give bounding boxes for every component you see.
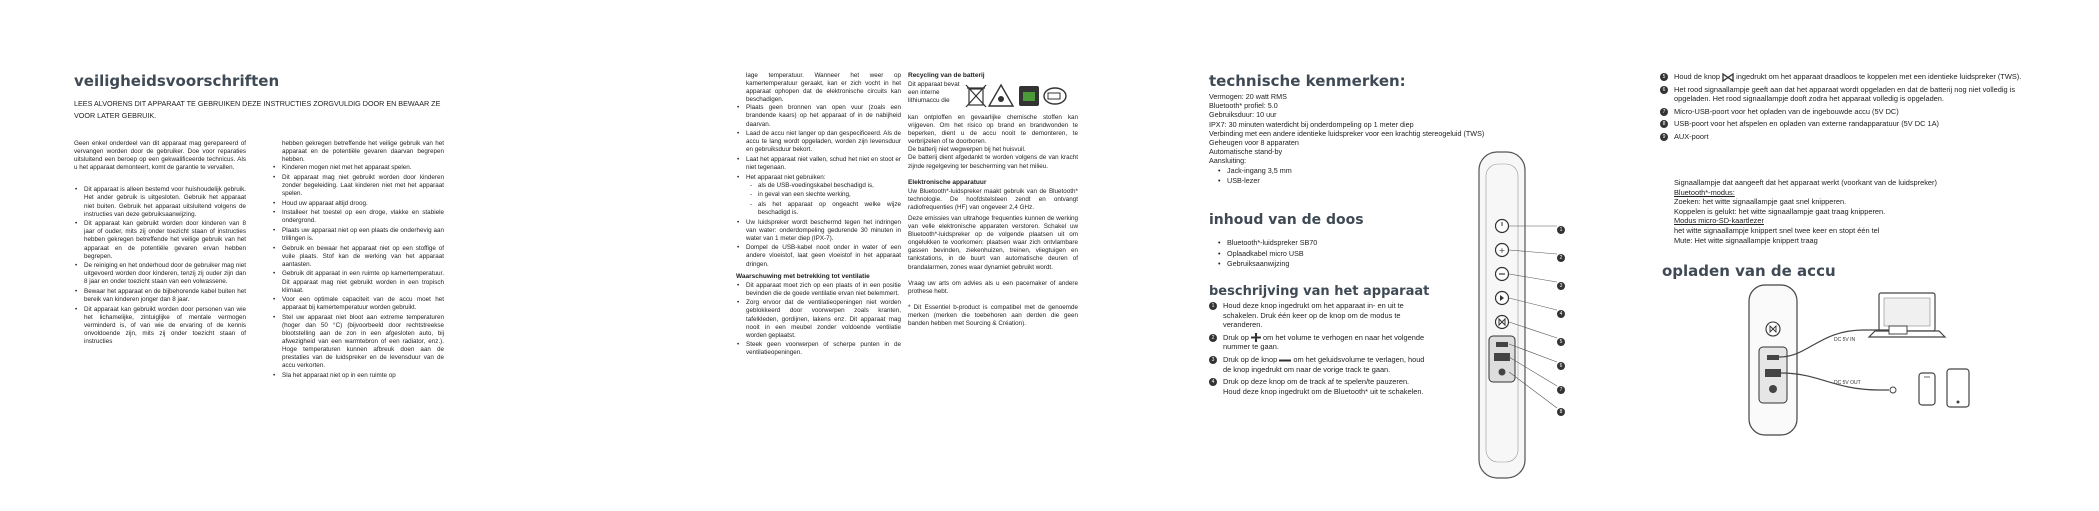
item-text: Het rood signaallampje geeft aan dat het apparaat wordt opgeladen en dat de batterij nog niet volledig is opgeladen. Het rood signaallampje dooft zodra het apparaat volledig is opgeladen. xyxy=(1674,84,2016,104)
electronics-text-2: Deze emissies van ultrahoge frequenties kunnen de werking van velle elektronische apparaten verstoren. Schakel uw Bluetooth*-luidspreker op de volgende plaatsen uit om ongelukken te voorkomen: plaatsen waar zich ontvlambare gassen bevinden, ziekenhuizen, treinen, vliegtuigen en tankstations, in de buurt van automatische deuren of brandalarmen, zones waar dynamiet gebruikt wordt. xyxy=(908,214,1078,271)
list-item: - in geval van een slechte werking, xyxy=(746,191,901,199)
list-item: • Plaats geen bronnen van open vuur (zoals een brandende kaars) op het apparaat of in de nabijheid daarvan. xyxy=(736,104,901,128)
signal-text: Signaallampje dat aangeeft dat het apparaat werkt (voorkant van de luidspreker) xyxy=(1674,178,1937,187)
list-item xyxy=(1660,107,2050,117)
spec-line: Geheugen voor 8 apparaten xyxy=(1209,138,1299,148)
spec-line: Vermogen: 20 watt RMS xyxy=(1209,92,1287,101)
description-text: Druk op de knop xyxy=(1223,354,1278,364)
bluetooth-mode-label: Bluetooth*-modus: xyxy=(1674,187,1735,197)
usb-port xyxy=(1494,353,1510,361)
list-item: • Laat het apparaat niet vallen, schud het niet en stoot er niet tegenaan. xyxy=(736,156,901,172)
volume-up-button-icon xyxy=(1496,244,1509,257)
bluetooth-mode-line: Zoeken: het witte signaallampje gaat snel knipperen. xyxy=(1674,197,1847,207)
list-item: • Gebruik en bewaar het apparaat niet op een stoffige of vuile plaats. Stof kan de werking van het apparaat aantasten. xyxy=(272,245,444,269)
callout-2: 2 xyxy=(1557,249,1570,267)
list-item: • Dompel de USB-kabel nooit onder in water of een andere vloeistof, laat geen vloeistof in het apparaat dringen. xyxy=(736,244,901,268)
minus-icon xyxy=(1279,358,1291,363)
list-item xyxy=(1660,72,2050,82)
list-item xyxy=(1660,119,2050,129)
battery-recycle-icon xyxy=(1019,86,1039,106)
item-text: USB-poort voor het afspelen en opladen van externe randapparatuur (5V DC 1A) xyxy=(1674,119,1939,129)
number-badge: 1 xyxy=(1209,302,1217,310)
callout-7: 7 xyxy=(1557,381,1570,399)
spec-line: Verbinding met een andere identieke luidspreker voor een krachtig stereogeluid (TWS) xyxy=(1209,128,1485,138)
spec-line: Aansluiting: xyxy=(1209,156,1247,166)
micro-usb-port xyxy=(1496,342,1508,347)
specs-title: technische kenmerken: xyxy=(1209,72,1406,90)
speaker-illustration xyxy=(1471,150,1571,480)
list-item: • Dit apparaat mag niet gebruikt worden door kinderen zonder begeleiding. Laat kinderen niet met het apparaat spelen. xyxy=(272,174,444,198)
callout-8: 8 xyxy=(1557,403,1570,421)
electronics-text-1: Uw Bluetooth*-luidspreker maakt gebruik van de Bluetooth* technologie. De hoofdstelsteen zendt en ontvangt radiofrequenties (HF) van ongeveer 2,4 GHz. xyxy=(908,187,1078,211)
safety-left-column xyxy=(74,140,246,348)
not-use-label: Het apparaat niet gebruiken: xyxy=(746,173,826,181)
spec-line: IPX7: 30 minuten waterdicht bij onderdompeling op 1 meter diep xyxy=(1209,119,1414,129)
number-badge: 7 xyxy=(1660,108,1668,116)
controls-charging-panel xyxy=(1574,0,2099,511)
safety-panel xyxy=(0,0,524,511)
number-badge: 2 xyxy=(1209,334,1217,342)
list-item: • Uw luidspreker wordt beschermd tegen het indringen van water: onderdompeling gedurende 30 minuten in water van 1 meter diep (IPX-7). xyxy=(736,219,901,243)
callout-4: 4 xyxy=(1557,305,1570,323)
callout-5: 5 xyxy=(1557,333,1570,351)
list-item: • Sla het apparaat niet op in een ruimte op xyxy=(272,372,444,380)
description-text: om het geluidsvolume te verlagen, houd de knop ingedrukt om naar de vorige track te gaan. xyxy=(1223,354,1425,374)
description-title: beschrijving van het apparaat xyxy=(1209,284,1430,299)
list-item xyxy=(1209,377,1425,396)
box-contents-title: inhoud van de doos xyxy=(1209,212,1364,228)
tws-button-icon xyxy=(1496,316,1509,329)
safety-title: veiligheidsvoorschriften xyxy=(74,72,280,90)
volume-down-button-icon xyxy=(1496,268,1509,281)
list-item: • Jack-ingang 3,5 mm xyxy=(1217,166,1649,175)
panel2-left-column xyxy=(736,72,901,359)
crossed-bin-icon xyxy=(966,85,986,107)
safety-left-list xyxy=(74,186,246,346)
power-button-icon xyxy=(1496,220,1509,233)
callout-3: 3 xyxy=(1557,277,1570,295)
list-item xyxy=(1209,355,1425,374)
list-item: • Gebruik dit apparaat in een ruimte op kamertemperatuur. Dit apparaat mag niet gebruikt worden in een tropisch klimaat. xyxy=(272,270,444,294)
dc-in-label: DC 5V IN xyxy=(1834,337,1856,343)
list-item: • De reiniging en het onderhoud door de gebruiker mag niet uitgevoerd worden door kinderen, tenzij zij ouder zijn dan 8 jaar en onder toezicht staan van een volwassene. xyxy=(74,262,246,286)
svg-text:+: + xyxy=(1498,246,1506,255)
electronics-title: Elektronische apparatuur xyxy=(908,178,987,186)
list-item: • Dit apparaat kan gebruikt worden door personen van wie het lichamelijke, zintuiglijke of mentale vermogen verminderd is, of van wie de ervaring of de kennis onvoldoende zijn, mits zij onder toezicht staan of instructies xyxy=(74,306,246,346)
sd-mode-line: Mute: Het witte signaallampje knippert traag xyxy=(1674,235,1818,245)
plus-icon xyxy=(1251,333,1261,342)
list-item: • Voor een optimale capaciteit van de accu moet het apparaat bij kamertemperatuur worden gebruikt. xyxy=(272,296,444,312)
description-text: Houd deze knop ingedrukt om het apparaat in- en uit te schakelen. Druk één keer op de knop om de modus te veranderen. xyxy=(1223,301,1404,330)
list-item: • USB-lezer xyxy=(1217,176,1649,185)
number-badge: 6 xyxy=(1660,86,1668,94)
safety-right-list xyxy=(272,164,444,380)
sd-mode-line: het witte signaallampje knippert snel twee keer en stopt één tel xyxy=(1674,225,1880,235)
recycling-text-1: Dit apparaat bevat een interne lithiumaccu die xyxy=(908,81,960,105)
description-text: Druk op xyxy=(1223,332,1249,342)
list-item: • Bewaar het apparaat en de bijbehorende kabel buiten het bereik van kinderen jonger dan 8 jaar. xyxy=(74,288,246,304)
callout-1: 1 xyxy=(1557,221,1570,239)
item-text: Micro-USB-poort voor het opladen van de ingebouwde accu (5V DC) xyxy=(1674,106,1899,116)
list-item: • Kinderen mogen niet met het apparaat spelen. xyxy=(272,164,444,172)
list-item: • Laad de accu niet langer op dan gespecificeerd. Als de accu te lang wordt opgeladen, worden zijn levensduur en gebruiksduur bekort. xyxy=(736,130,901,154)
recycling-text-4: De batterij dient afgedankt te worden volgens de van kracht zijnde regelgeving ter bescherming van het milieu. xyxy=(908,154,1078,170)
safety-panel-2 xyxy=(524,0,1078,511)
aux-port xyxy=(1499,369,1506,376)
recycling-text-2: kan ontploffen en gevaarlijke chemische stoffen kan vrijgeven. Om het risico op brand en brandwonden te beperken, dient u de accu nooit te demonteren, te verbrijzelen of te doorboren. xyxy=(908,114,1078,146)
list-item: - als het apparaat op ongeacht welke wijze beschadigd is. xyxy=(746,201,901,217)
spec-line: Automatische stand-by xyxy=(1209,147,1283,157)
charging-illustration xyxy=(1739,285,1999,435)
not-use-list xyxy=(746,182,901,217)
list-item: • Houd uw apparaat altijd droog. xyxy=(272,200,444,208)
tablet-icon xyxy=(1947,369,1969,407)
item-text: Houd de knop xyxy=(1674,72,1721,81)
list-item xyxy=(1209,301,1425,330)
list-item: • Dit apparaat kan gebruikt worden door kinderen van 8 jaar of ouder, mits zij onder toezicht staan of instructies hebben gekregen betreffende het veilige gebruik van het apparaat en de potentiële gevaren ervan hebben begrepen. xyxy=(74,220,246,260)
electronics-text-3: Vraag uw arts om advies als u een pacemaker of andere prothese hebt. xyxy=(908,279,1078,295)
list-item: - als de USB-voedingskabel beschadigd is, xyxy=(746,182,901,190)
list-item: • Installeer het toestel op een droge, vlakke en stabiele ondergrond. xyxy=(272,209,444,225)
bluetooth-mode-line: Koppelen is gelukt: het witte signaallampje gaat traag knipperen. xyxy=(1674,206,1886,216)
list-item xyxy=(1660,85,2050,104)
speaker-drawing xyxy=(1749,285,1797,435)
number-badge: 9 xyxy=(1660,133,1668,141)
list-item: • Steek geen voorwerpen of scherpe punten in de ventilatieopeningen. xyxy=(736,341,901,357)
list-item: • Dit apparaat moet zich op een plaats of in een positie bevinden die de goede ventilatie ervan niet belemmert. xyxy=(736,282,901,298)
description-list xyxy=(1209,301,1425,399)
low-temp-continued: lage temperatuur. Wanneer het weer op kamertemperatuur geraakt, kan er zich vocht in het apparaat ophopen dat de elektronische circuits kan beschadigen. xyxy=(746,72,901,104)
list-item: • Plaats uw apparaat niet op een plaats die onderhevig aan trillingen is. xyxy=(272,227,444,243)
signal-info xyxy=(1674,178,2054,245)
list-item: • Bluetooth*-luidspreker SB70 xyxy=(1217,238,1417,247)
recycling-text-3: De batterij niet wegwerpen bij het huisvuil. xyxy=(908,146,1026,154)
list-item: • Oplaadkabel micro USB xyxy=(1217,249,1417,258)
specifications-panel xyxy=(1049,0,1574,511)
play-pause-button-icon xyxy=(1496,292,1509,305)
tws-icon xyxy=(1722,73,1734,82)
ventilation-list xyxy=(736,282,901,358)
warning-triangle-icon xyxy=(989,85,1013,106)
list-item: • Dit apparaat is alleen bestemd voor huishoudelijk gebruik. Het ander gebruik is uitgesloten. Gebruik het apparaat niet buiten. Gebruik het apparaat uitsluitend volgens de instructies van deze gebruiksaanwijzing. xyxy=(74,186,246,218)
item-text: AUX-poort xyxy=(1674,131,1709,141)
safety-continued: hebben gekregen betreffende het veilige gebruik van het apparaat en de potentiële gevaren daarvan begrepen hebben. xyxy=(282,140,444,164)
safety-intro: Geen enkel onderdeel van dit apparaat mag gerepareerd of vervangen worden door de gebruiker. Doe voor reparaties uitsluitend een beroep op een gekwalificeerde technicus. Als u het apparaat demonteert, komt de garantie te vervallen. xyxy=(74,140,246,172)
list-item: • Gebruiksaanwijzing xyxy=(1217,259,1417,268)
number-badge: 8 xyxy=(1660,120,1668,128)
safety-lead: LEES ALVORENS DIT APPARAAT TE GEBRUIKEN DEZE INSTRUCTIES ZORGVULDIG DOOR EN BEWAAR ZE VOOR LATER GEBRUIK. xyxy=(74,99,441,120)
panel2-left-list xyxy=(736,104,901,268)
list-item xyxy=(736,174,901,217)
number-badge: 4 xyxy=(1209,378,1217,386)
item-text: ingedrukt om het apparaat draadloos te koppelen met een identieke luidspreker (TWS). xyxy=(1736,72,2022,81)
charging-title: opladen van de accu xyxy=(1662,262,1836,280)
safety-right-column xyxy=(272,140,444,382)
phone-icon xyxy=(1919,373,1935,405)
controls-list xyxy=(1660,72,2050,142)
number-badge: 5 xyxy=(1660,73,1668,81)
spec-line: Gebruiksduur: 10 uur xyxy=(1209,110,1277,120)
description-text: om het volume te verhogen en naar het volgende nummer te gaan. xyxy=(1223,332,1425,352)
list-item xyxy=(1660,132,2050,142)
spec-line: Bluetooth* profiel: 5.0 xyxy=(1209,101,1278,111)
compatibility-footnote: * Dit Essentiel b-product is compatibel met de genoemde merken (merken die toebehoren aan derden die geen banden hebben met Sourcing & Création). xyxy=(908,303,1078,327)
dc-out-label: DC 5V OUT xyxy=(1834,380,1861,386)
callout-6: 6 xyxy=(1557,357,1570,375)
number-badge: 3 xyxy=(1209,356,1217,364)
list-item: • Stel uw apparaat niet bloot aan extreme temperaturen (hoger dan 50 °C) (bijvoorbeeld door rechtstreekse blootstelling aan de zon in een afgesloten auto, bij afwezigheid van een warmtebron of een radiator, enz.). Hoge temperaturen kunnen afbreuk doen aan de prestaties van de luidspreker en de levensduur van de accu verkorten. xyxy=(272,314,444,371)
description-text: Druk op deze knop om de track af te spelen/te pauzeren. Houd deze knop ingedrukt om de Bluetooth* uit te schakelen. xyxy=(1223,377,1424,396)
ventilation-title: Waarschuwing met betrekking tot ventilatie xyxy=(736,272,870,280)
recycling-title: Recycling van de batterij xyxy=(908,72,985,79)
list-item xyxy=(1209,333,1425,352)
sd-mode-label: Modus micro-SD-kaartlezer xyxy=(1674,216,1764,226)
box-contents-list xyxy=(1217,238,1417,270)
list-item: • Zorg ervoor dat de ventilatieopeningen niet worden geblokkeerd door voorwerpen zoals kranten, tafelkleden, gordijnen, lakens enz. Dit apparaat mag nooit in een meubel zonder voldoende ventilatie worden geplaatst. xyxy=(736,299,901,339)
